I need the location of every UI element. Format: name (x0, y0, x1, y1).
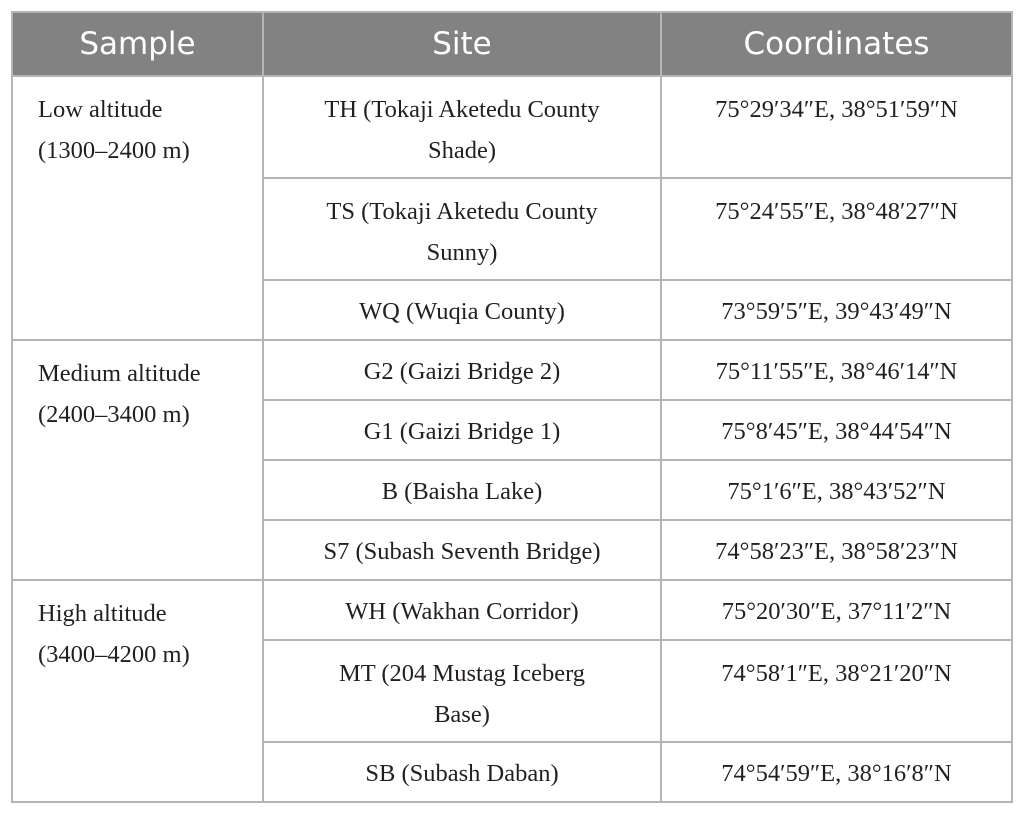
site-cell: TS (Tokaji Aketedu County Sunny) (263, 178, 661, 280)
site-cell: S7 (Subash Seventh Bridge) (263, 520, 661, 580)
table-row (12, 340, 1012, 400)
coordinates-cell: 75°20′30″E, 37°11′2″N (661, 580, 1012, 640)
coordinates-cell: 74°58′23″E, 38°58′23″N (661, 520, 1012, 580)
coordinates-cell: 75°29′34″E, 38°51′59″N (661, 76, 1012, 178)
sample-cell-medium (12, 340, 263, 580)
coordinates-cell: 74°58′1″E, 38°21′20″N (661, 640, 1012, 742)
coordinates-cell: 75°24′55″E, 38°48′27″N (661, 178, 1012, 280)
site-cell: TH (Tokaji Aketedu County Shade) (263, 76, 661, 178)
header-site: Site (263, 12, 661, 76)
site-cell: WQ (Wuqia County) (263, 280, 661, 340)
site-cell: G1 (Gaizi Bridge 1) (263, 400, 661, 460)
site-cell: B (Baisha Lake) (263, 460, 661, 520)
coordinates-cell: 74°54′59″E, 38°16′8″N (661, 742, 1012, 802)
site-cell: SB (Subash Daban) (263, 742, 661, 802)
sample-cell-high (12, 580, 263, 802)
table-row (12, 580, 1012, 640)
table-row (12, 76, 1012, 178)
header-sample: Sample (12, 12, 263, 76)
coordinates-cell: 75°1′6″E, 38°43′52″N (661, 460, 1012, 520)
sample-label: Medium altitude (38, 360, 201, 387)
coordinates-cell: 73°59′5″E, 39°43′49″N (661, 280, 1012, 340)
site-cell: MT (204 Mustag Iceberg Base) (263, 640, 661, 742)
site-cell: G2 (Gaizi Bridge 2) (263, 340, 661, 400)
sample-range: (3400–4200 m) (38, 641, 190, 668)
header-coordinates: Coordinates (661, 12, 1012, 76)
sample-range: (2400–3400 m) (38, 401, 190, 428)
sample-cell-low (12, 76, 263, 340)
header-row (12, 12, 1012, 76)
coordinates-cell: 75°8′45″E, 38°44′54″N (661, 400, 1012, 460)
site-cell: WH (Wakhan Corridor) (263, 580, 661, 640)
sample-range: (1300–2400 m) (38, 137, 190, 164)
sample-label: Low altitude (38, 96, 163, 123)
sampling-sites-table (11, 11, 1013, 803)
sample-label: High altitude (38, 600, 167, 627)
coordinates-cell: 75°11′55″E, 38°46′14″N (661, 340, 1012, 400)
